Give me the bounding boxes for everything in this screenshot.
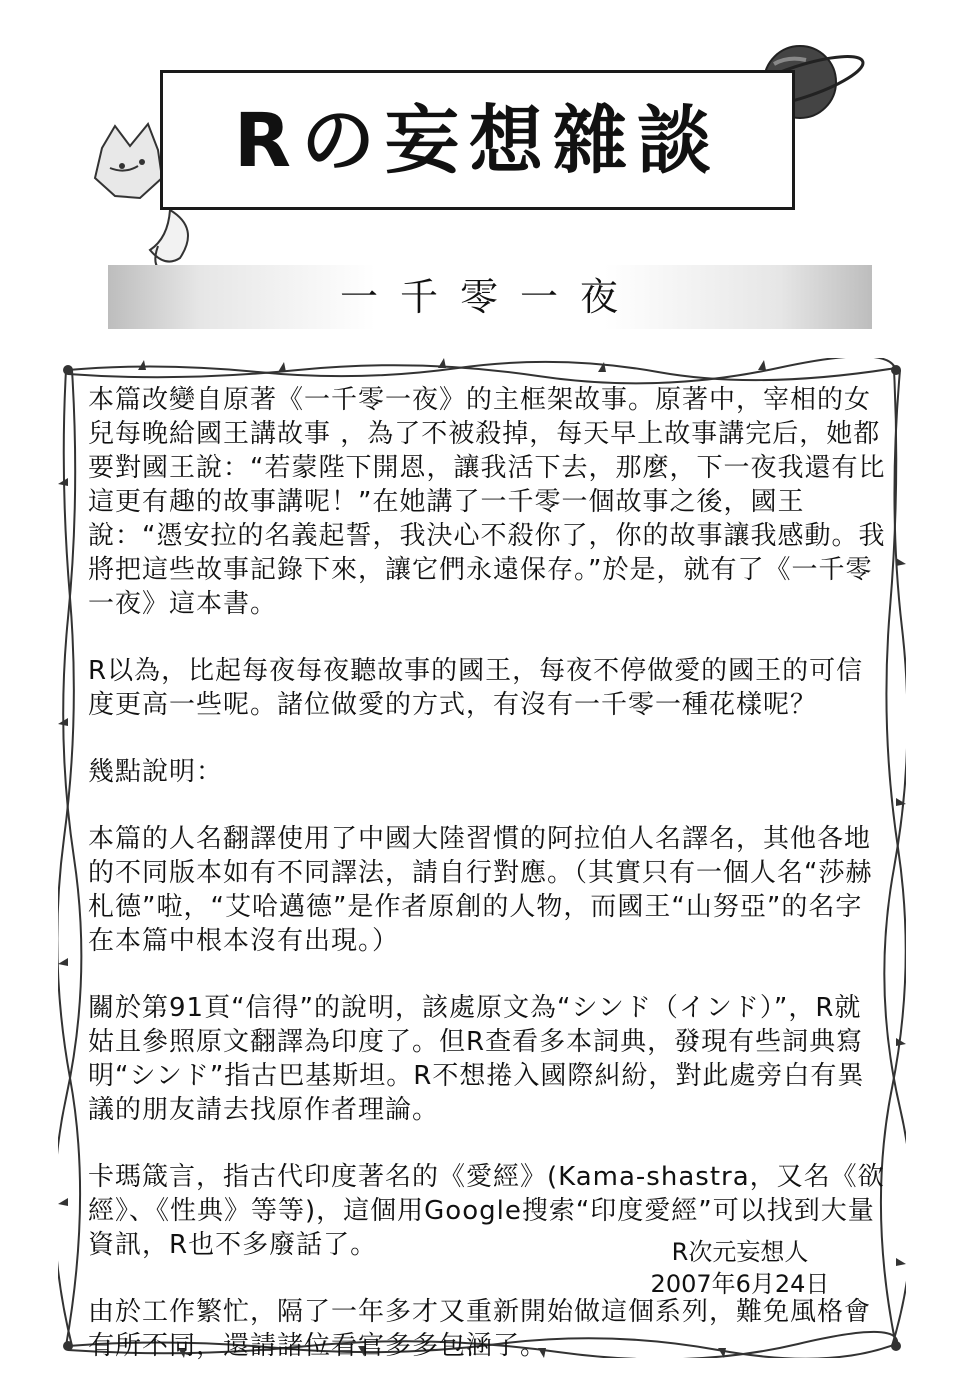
paragraph-apology: 由於工作繁忙，隔了一年多才又重新開始做這個系列，難免風格會有所不同，還請諸位看官多多包涵了。 <box>88 1297 872 1361</box>
subtitle-band <box>108 265 872 329</box>
paragraph-names-note: 本篇的人名翻譯使用了中國大陸習慣的阿拉伯人名譯名，其他各地的不同版本如有不同譯法，請自行對應。（其實只有一個人名“莎赫札德”啦，“艾哈邁德”是作者原創的人物，而國王“山努亞”的名字在本篇中根本沒有出現。） <box>88 824 873 956</box>
paragraph-page91-note: 關於第91頁“信得”的說明，該處原文為“シンド（インド）”，R就姑且參照原文翻譯為印度了。但R查看多本詞典，發現有些詞典寫明“シンド”指古巴基斯坦。R不想捲入國際糾紛，對此處旁白有異議的朋友請去找原作者理論。 <box>88 993 865 1125</box>
paragraph-intro: 本篇改變自原著《一千零一夜》的主框架故事。原著中，宰相的女兒每晚給國王講故事 ，為了不被殺掉，每天早上故事講完后，她都要對國王說：“若蒙陛下開恩，讓我活下去，那麼，下一夜我還有比這更有趣的故事講呢！”在她講了一千零一個故事之後，國王說：“憑安拉的名義起誓，我決心不殺你了，你的故事讓我感動。我將把這些故事記錄下來，讓它們永遠保存。”於是，就有了《一千零一夜》這本書。 <box>88 385 886 619</box>
signature-block <box>640 1236 840 1300</box>
title-box <box>160 70 795 210</box>
paragraph-notes-heading: 幾點說明： <box>88 757 224 787</box>
article-body <box>88 383 888 1363</box>
paragraph-opinion: R以為，比起每夜每夜聽故事的國王，每夜不停做愛的國王的可信度更高一些呢。諸位做愛的方式，有沒有一千零一種花樣呢？ <box>88 656 864 720</box>
paragraph-kama-note: 卡瑪箴言，指古代印度著名的《愛經》(Kama-shastra，又名《欲經》、《性典》等等)，這個用Google搜索“印度愛經”可以找到大量資訊，R也不多廢話了。 <box>88 1162 885 1260</box>
signature-author: R次元妄想人 <box>671 1238 809 1266</box>
signature-date: 2007年6月24日 <box>650 1270 830 1298</box>
page-title: Rの妄想雜談 <box>234 98 721 184</box>
subtitle: 一千零一夜 <box>339 275 640 319</box>
